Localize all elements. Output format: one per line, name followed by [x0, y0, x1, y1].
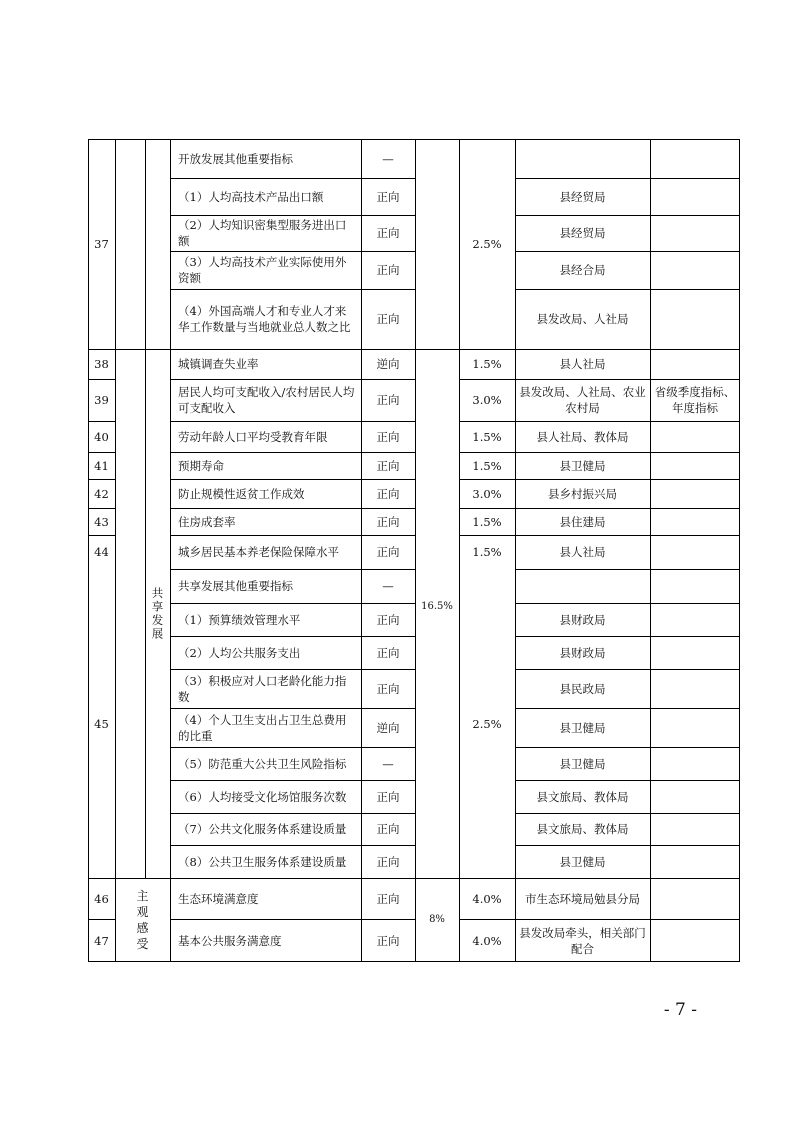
row-number: 43: [94, 514, 109, 529]
department-cell: 县人社局、教体局: [536, 429, 629, 444]
indicator-name: （1）人均高技术产品出口额: [178, 189, 324, 204]
row-number: 44: [94, 545, 109, 559]
direction-cell: 正向: [376, 612, 400, 627]
department-cell: 县发改局、人社局、农业农村局: [519, 385, 646, 415]
weight-cell: 3.0%: [472, 486, 502, 501]
weight-cell: 4.0%: [472, 933, 502, 948]
weight-cell: 2.5%: [472, 716, 502, 731]
table-rule: [739, 139, 740, 962]
indicator-table: [88, 139, 740, 962]
indicator-name: （4）个人卫生支出占卫生总费用的比重: [178, 712, 347, 743]
row-number: 39: [94, 393, 109, 407]
category-subjective: 主观感受: [136, 889, 149, 951]
row-number: 41: [94, 458, 109, 473]
department-cell: [515, 569, 650, 603]
department-cell: 县人社局: [559, 545, 606, 559]
department-cell: 县乡村振兴局: [548, 486, 617, 501]
row-number: 37: [94, 237, 109, 251]
direction-cell: —: [382, 151, 394, 166]
direction-cell: 正向: [376, 854, 400, 869]
direction-cell: 正向: [376, 891, 400, 906]
indicator-name: （7）公共文化服务体系建设质量: [178, 822, 347, 836]
indicator-name: （3）积极应对人口老龄化能力指数: [178, 673, 347, 704]
direction-cell: 正向: [376, 429, 400, 444]
indicator-name: （6）人均接受文化场馆服务次数: [178, 789, 347, 804]
weight-cell: 1.5%: [472, 429, 502, 444]
row-number: 42: [94, 486, 109, 501]
direction-cell: 逆向: [376, 357, 400, 371]
department-cell: 县发改局牵头，相关部门配合: [519, 925, 646, 956]
department-cell: 县财政局: [559, 612, 606, 627]
row-number: 38: [94, 357, 109, 371]
department-cell: 县文旅局、教体局: [536, 822, 629, 836]
direction-cell: 正向: [376, 681, 400, 696]
indicator-name: （4）外国高端人才和专业人才来华工作数量与当地就业总人数之比: [178, 304, 351, 334]
department-cell: 县卫健局: [559, 458, 606, 473]
indicator-name: （8）公共卫生服务体系建设质量: [178, 854, 347, 869]
indicator-name: 城乡居民基本养老保险保障水平: [178, 545, 339, 559]
direction-cell: —: [382, 756, 394, 771]
direction-cell: 正向: [376, 312, 400, 326]
page-number: - 7 -: [663, 1000, 697, 1020]
department-cell: 县文旅局、教体局: [536, 789, 629, 804]
indicator-name: 生态环境满意度: [178, 891, 259, 906]
direction-cell: 正向: [376, 645, 400, 660]
category-shared-development: 共享发展: [150, 586, 165, 641]
department-cell: 县卫健局: [559, 854, 606, 869]
indicator-name: 共享发展其他重要指标: [178, 579, 293, 593]
department-cell: 县经贸局: [559, 189, 606, 204]
direction-cell: 正向: [376, 545, 400, 559]
indicator-name: （2）人均公共服务支出: [178, 645, 301, 660]
indicator-name: 开放发展其他重要指标: [178, 151, 293, 166]
table-rule: [650, 139, 651, 962]
indicator-name: （2）人均知识密集型服务进出口额: [178, 218, 347, 248]
indicator-name: 预期寿命: [178, 458, 224, 473]
note-cell: 省级季度指标、年度指标: [654, 385, 736, 415]
direction-cell: 正向: [376, 393, 400, 407]
direction-cell: 正向: [376, 822, 400, 836]
indicator-name: （1）预算绩效管理水平: [178, 612, 301, 627]
indicator-name: 基本公共服务满意度: [178, 933, 282, 948]
department-cell: 市生态环境局勉县分局: [525, 891, 640, 906]
row-number: 47: [94, 933, 109, 948]
department-cell: [515, 139, 650, 178]
weight-cell: 1.5%: [472, 545, 502, 559]
indicator-name: （3）人均高技术产业实际使用外资额: [178, 255, 347, 285]
department-cell: 县经合局: [559, 263, 606, 277]
department-cell: 县民政局: [559, 681, 606, 696]
indicator-name: （5）防范重大公共卫生风险指标: [178, 756, 347, 771]
category-total: 16.5%: [421, 601, 453, 612]
direction-cell: 正向: [376, 263, 400, 277]
direction-cell: —: [382, 579, 394, 593]
weight-cell: 4.0%: [472, 891, 502, 906]
direction-cell: 逆向: [376, 720, 400, 735]
direction-cell: 正向: [376, 189, 400, 204]
department-cell: 县卫健局: [559, 720, 606, 735]
direction-cell: 正向: [376, 789, 400, 804]
direction-cell: 正向: [376, 514, 400, 529]
weight-cell: 1.5%: [472, 357, 502, 371]
direction-cell: 正向: [376, 933, 400, 948]
department-cell: 县卫健局: [559, 756, 606, 771]
category-total: 8%: [429, 914, 445, 925]
weight-cell: 2.5%: [472, 237, 502, 251]
direction-cell: 正向: [376, 226, 400, 240]
indicator-name: 居民人均可支配收入/农村居民人均可支配收入: [178, 385, 355, 415]
indicator-name: 城镇调查失业率: [178, 357, 259, 371]
indicator-name: 劳动年龄人口平均受教育年限: [178, 429, 328, 444]
direction-cell: 正向: [376, 458, 400, 473]
indicator-name: 住房成套率: [178, 514, 236, 529]
department-cell: 县财政局: [559, 645, 606, 660]
weight-cell: 1.5%: [472, 514, 502, 529]
direction-cell: 正向: [376, 486, 400, 501]
department-cell: 县住建局: [559, 514, 606, 529]
row-number: 45: [94, 716, 109, 731]
indicator-name: 防止规模性返贫工作成效: [178, 486, 305, 501]
row-number: 46: [94, 891, 109, 906]
department-cell: 县经贸局: [559, 226, 606, 240]
table-rule: [115, 139, 116, 962]
weight-cell: 1.5%: [472, 458, 502, 473]
weight-cell: 3.0%: [472, 393, 502, 407]
row-number: 40: [94, 429, 109, 444]
department-cell: 县人社局: [559, 357, 606, 371]
department-cell: 县发改局、人社局: [536, 312, 629, 326]
